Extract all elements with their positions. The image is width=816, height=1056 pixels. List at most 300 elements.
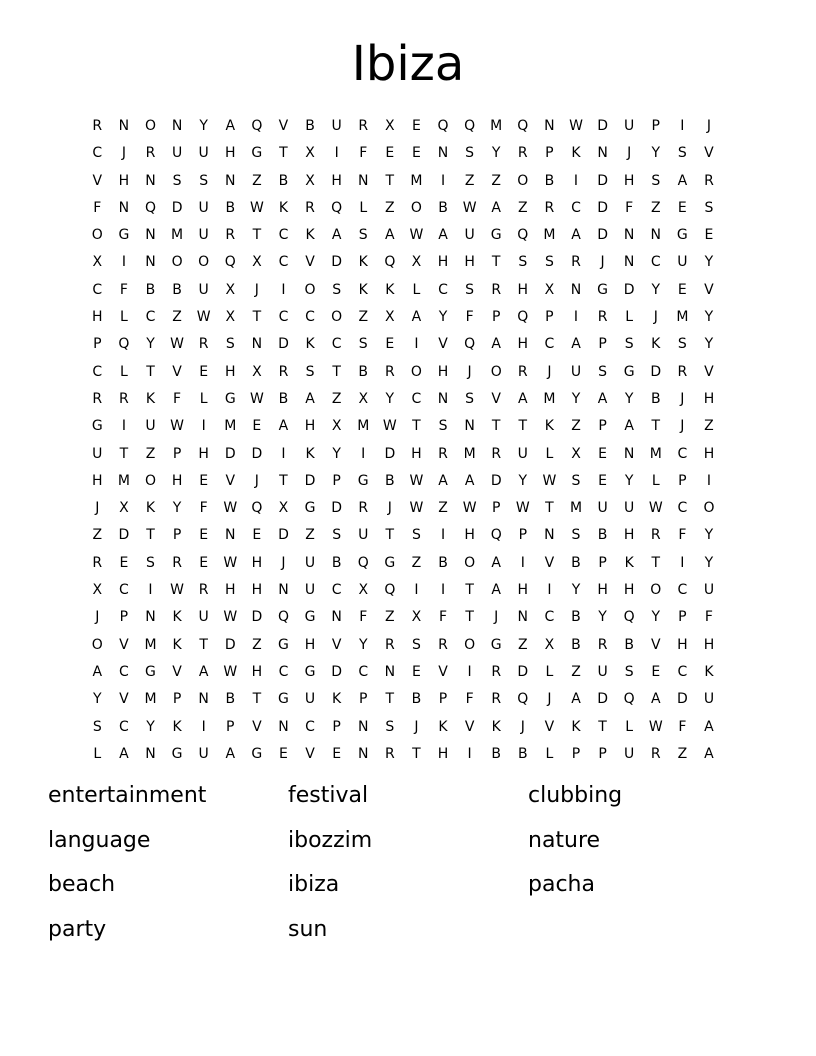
grid-letter: K: [172, 609, 182, 626]
grid-letter: L: [545, 663, 554, 680]
grid-letter: X: [225, 281, 236, 298]
grid-letter: R: [571, 254, 581, 271]
grid-letter: Y: [571, 390, 581, 407]
grid-letter: I: [680, 118, 685, 134]
grid-letter: N: [145, 609, 156, 626]
grid-letter: K: [491, 718, 501, 735]
grid-letter: N: [145, 254, 156, 271]
grid-letter: I: [573, 309, 579, 326]
grid-letter: T: [252, 691, 262, 708]
grid-letter: T: [252, 227, 262, 244]
grid-letter: N: [437, 145, 449, 162]
grid-letter: S: [358, 336, 368, 353]
grid-letter: S: [438, 418, 448, 435]
grid-letter: T: [491, 418, 501, 435]
grid-letter: Y: [358, 636, 368, 653]
grid-letter: A: [305, 390, 315, 407]
grid-letter: P: [226, 718, 235, 735]
grid-letter: X: [544, 281, 555, 298]
grid-letter: Q: [517, 691, 529, 708]
grid-letter: R: [358, 118, 369, 134]
grid-letter: C: [411, 390, 422, 407]
grid-letter: F: [704, 609, 713, 626]
grid-letter: A: [704, 745, 714, 762]
grid-letter: M: [171, 227, 184, 244]
grid-letter: U: [198, 227, 209, 244]
grid-letter: B: [358, 363, 369, 380]
grid-letter: J: [706, 118, 712, 134]
grid-letter: K: [278, 199, 289, 216]
grid-letter: M: [144, 636, 157, 653]
grid-letter: J: [467, 363, 472, 380]
grid-letter: S: [92, 718, 102, 735]
grid-letter: B: [517, 745, 528, 762]
grid-letter: N: [225, 172, 236, 189]
grid-letter: C: [92, 363, 103, 380]
grid-letter: S: [598, 363, 608, 380]
grid-letter: G: [91, 418, 103, 435]
grid-letter: T: [146, 363, 155, 380]
grid-letter: Z: [385, 609, 395, 626]
grid-letter: R: [384, 363, 395, 380]
grid-letter: A: [491, 554, 501, 571]
grid-letter: P: [172, 691, 182, 708]
grid-letter: N: [198, 691, 209, 708]
grid-letter: J: [254, 472, 259, 489]
grid-letter: T: [598, 718, 607, 735]
grid-letter: Z: [464, 172, 475, 189]
grid-letter: R: [198, 582, 209, 599]
grid-letter: B: [385, 472, 395, 489]
grid-letter: H: [464, 254, 475, 271]
grid-letter: S: [199, 172, 209, 189]
grid-letter: R: [597, 309, 608, 326]
grid-letter: K: [624, 554, 634, 571]
grid-letter: N: [118, 199, 130, 216]
grid-letter: B: [597, 527, 608, 544]
grid-letter: S: [465, 145, 475, 162]
grid-letter: F: [359, 145, 368, 162]
grid-letter: P: [119, 609, 129, 626]
grid-letter: T: [119, 445, 129, 462]
grid-letter: B: [544, 172, 555, 189]
grid-letter: X: [278, 500, 289, 517]
grid-letter: S: [677, 145, 687, 162]
grid-letter: B: [411, 691, 422, 708]
grid-letter: H: [251, 582, 263, 599]
grid-letter: Q: [517, 227, 529, 244]
grid-letter: A: [438, 472, 448, 489]
grid-letter: W: [170, 336, 184, 353]
grid-letter: O: [144, 472, 156, 489]
grid-letter: G: [278, 691, 289, 708]
grid-letter: I: [440, 527, 446, 544]
grid-letter: U: [464, 227, 475, 244]
grid-letter: H: [118, 172, 130, 189]
grid-letter: X: [331, 418, 342, 435]
grid-letter: R: [597, 636, 608, 653]
grid-letter: U: [198, 145, 209, 162]
grid-letter: L: [199, 390, 208, 407]
grid-letter: I: [706, 472, 712, 489]
grid-letter: H: [437, 363, 449, 380]
grid-letter: A: [491, 582, 501, 599]
grid-letter: F: [465, 309, 474, 326]
grid-letter: O: [410, 199, 422, 216]
grid-letter: H: [251, 663, 263, 680]
grid-letter: C: [677, 445, 688, 462]
grid-letter: M: [569, 500, 583, 517]
grid-letter: O: [171, 254, 183, 271]
grid-letter: D: [251, 609, 263, 626]
grid-letter: P: [678, 609, 687, 626]
grid-letter: I: [361, 445, 366, 462]
grid-letter: C: [305, 718, 315, 735]
grid-letter: Z: [252, 636, 262, 653]
grid-letter: R: [305, 199, 315, 216]
grid-letter: P: [93, 336, 102, 353]
grid-letter: O: [650, 582, 662, 599]
grid-letter: V: [544, 554, 555, 571]
grid-letter: K: [145, 390, 156, 407]
grid-letter: Y: [651, 281, 661, 298]
grid-letter: E: [199, 527, 209, 544]
grid-letter: Z: [358, 309, 369, 326]
grid-letter: V: [331, 636, 342, 653]
grid-letter: T: [545, 500, 554, 517]
grid-letter: P: [598, 418, 607, 435]
grid-letter: Y: [571, 582, 581, 599]
grid-letter: W: [648, 718, 663, 735]
grid-letter: V: [491, 390, 501, 407]
grid-letter: M: [649, 445, 662, 462]
grid-letter: L: [545, 445, 554, 462]
grid-letter: A: [464, 472, 475, 489]
grid-letter: M: [144, 691, 157, 708]
grid-letter: Q: [384, 582, 396, 599]
grid-letter: A: [518, 390, 528, 407]
grid-letter: Y: [704, 527, 714, 544]
grid-letter: E: [252, 527, 262, 544]
grid-letter: J: [281, 554, 286, 571]
grid-letter: G: [490, 636, 502, 653]
grid-letter: V: [119, 636, 129, 653]
grid-letter: L: [651, 472, 660, 489]
grid-letter: B: [225, 199, 236, 216]
grid-letter: N: [623, 445, 635, 462]
grid-letter: D: [597, 691, 608, 708]
grid-letter: O: [464, 554, 476, 571]
grid-letter: P: [491, 500, 501, 517]
grid-letter: L: [119, 309, 128, 326]
word-list-item: pacha: [528, 872, 595, 897]
grid-letter: P: [332, 718, 341, 735]
grid-letter: T: [412, 745, 421, 762]
grid-letter: C: [358, 663, 369, 680]
grid-letter: S: [624, 663, 634, 680]
grid-letter: U: [624, 118, 635, 134]
grid-letter: Z: [172, 309, 182, 326]
grid-letter: A: [571, 691, 581, 708]
grid-letter: B: [571, 554, 581, 571]
grid-letter: E: [385, 145, 395, 162]
grid-letter: K: [172, 636, 182, 653]
grid-letter: T: [465, 582, 474, 599]
grid-letter: C: [305, 309, 315, 326]
grid-letter: X: [252, 254, 262, 271]
grid-letter: R: [704, 172, 714, 189]
grid-letter: Z: [650, 199, 661, 216]
grid-letter: G: [224, 390, 236, 407]
grid-letter: C: [92, 281, 103, 298]
grid-letter: M: [490, 118, 503, 134]
grid-letter: Z: [331, 390, 342, 407]
grid-letter: Z: [677, 745, 688, 762]
grid-letter: E: [677, 199, 687, 216]
grid-letter: W: [223, 609, 238, 626]
grid-letter: B: [278, 172, 289, 189]
grid-letter: B: [305, 118, 315, 134]
grid-letter: C: [677, 500, 688, 517]
grid-letter: U: [198, 199, 209, 216]
grid-letter: S: [332, 281, 342, 298]
grid-letter: C: [278, 309, 289, 326]
grid-letter: D: [650, 363, 662, 380]
grid-letter: K: [172, 718, 182, 735]
grid-letter: J: [414, 718, 419, 735]
grid-letter: U: [570, 363, 582, 380]
word-list-item: beach: [48, 872, 116, 897]
grid-letter: R: [384, 745, 395, 762]
grid-letter: U: [331, 118, 342, 134]
grid-letter: K: [305, 445, 315, 462]
grid-letter: I: [573, 172, 579, 189]
grid-letter: X: [358, 390, 369, 407]
grid-letter: W: [249, 390, 264, 407]
grid-letter: Z: [411, 554, 422, 571]
grid-letter: V: [704, 145, 714, 162]
grid-letter: D: [331, 254, 343, 271]
grid-letter: Q: [384, 254, 396, 271]
grid-letter: H: [198, 445, 209, 462]
grid-letter: S: [305, 363, 315, 380]
grid-letter: B: [172, 281, 182, 298]
grid-letter: S: [172, 172, 182, 189]
grid-letter: V: [438, 336, 448, 353]
grid-letter: Q: [118, 336, 130, 353]
grid-letter: Q: [623, 691, 635, 708]
grid-letter: Q: [623, 609, 635, 626]
grid-letter: J: [254, 281, 259, 298]
grid-letter: N: [464, 418, 475, 435]
grid-letter: A: [225, 118, 236, 134]
grid-letter: Z: [518, 636, 528, 653]
grid-letter: H: [517, 336, 529, 353]
grid-letter: U: [358, 527, 369, 544]
grid-letter: U: [304, 554, 316, 571]
word-list-item: ibozzim: [288, 827, 373, 853]
grid-letter: W: [462, 500, 477, 517]
word-list-item: language: [48, 827, 151, 853]
grid-letter: W: [170, 582, 184, 599]
grid-letter: O: [331, 309, 343, 326]
grid-letter: Z: [145, 445, 156, 462]
grid-letter: A: [331, 227, 342, 244]
grid-letter: X: [411, 609, 422, 626]
grid-letter: Z: [385, 199, 395, 216]
grid-letter: J: [547, 363, 552, 380]
grid-letter: R: [491, 663, 502, 680]
grid-letter: E: [332, 745, 342, 762]
word-list-item: clubbing: [528, 783, 623, 808]
grid-letter: R: [198, 336, 209, 353]
grid-letter: G: [118, 227, 130, 244]
grid-letter: T: [279, 472, 288, 489]
grid-letter: C: [650, 254, 661, 271]
grid-letter: S: [651, 172, 661, 189]
grid-letter: G: [251, 745, 263, 762]
grid-letter: C: [331, 582, 342, 599]
grid-letter: B: [491, 745, 501, 762]
grid-letter: M: [410, 172, 423, 189]
grid-letter: C: [571, 199, 581, 216]
grid-letter: H: [623, 172, 635, 189]
grid-letter: W: [223, 663, 238, 680]
grid-letter: H: [517, 582, 529, 599]
grid-letter: V: [92, 172, 103, 189]
grid-letter: P: [172, 527, 182, 544]
grid-letter: F: [199, 500, 208, 517]
word-list-item: ibiza: [288, 872, 340, 897]
grid-letter: J: [520, 718, 525, 735]
grid-letter: G: [251, 145, 263, 162]
word-list: [48, 778, 768, 956]
grid-letter: D: [597, 118, 608, 134]
grid-letter: G: [597, 281, 608, 298]
grid-letter: D: [384, 445, 396, 462]
grid-letter: N: [171, 118, 183, 134]
grid-letter: R: [491, 281, 502, 298]
grid-letter: L: [119, 363, 128, 380]
grid-letter: Y: [518, 472, 528, 489]
grid-letter: R: [225, 227, 236, 244]
grid-letter: Y: [146, 336, 155, 353]
grid-letter: H: [597, 582, 608, 599]
grid-letter: X: [119, 500, 129, 517]
grid-letter: L: [93, 745, 102, 762]
grid-letter: D: [331, 663, 343, 680]
grid-letter: O: [703, 500, 715, 517]
grid-letter: J: [494, 609, 499, 626]
grid-letter: U: [304, 691, 316, 708]
grid-letter: J: [653, 309, 658, 326]
grid-letter: E: [411, 145, 421, 162]
grid-letter: T: [518, 418, 528, 435]
grid-letter: W: [249, 199, 264, 216]
grid-letter: X: [544, 636, 555, 653]
grid-letter: N: [384, 663, 396, 680]
grid-letter: L: [625, 309, 634, 326]
grid-letter: N: [145, 745, 156, 762]
grid-letter: O: [91, 227, 103, 244]
grid-letter: R: [517, 363, 528, 380]
grid-letter: N: [570, 281, 582, 298]
grid-letter: H: [251, 554, 263, 571]
grid-letter: D: [171, 199, 183, 216]
grid-letter: J: [121, 145, 126, 162]
grid-letter: H: [92, 472, 103, 489]
grid-letter: K: [571, 145, 581, 162]
grid-letter: M: [117, 472, 130, 489]
grid-letter: N: [544, 118, 555, 134]
grid-letter: Z: [518, 199, 528, 216]
grid-letter: T: [491, 254, 501, 271]
word-list-item: sun: [288, 916, 328, 942]
grid-letter: B: [571, 609, 581, 626]
grid-letter: Q: [144, 199, 156, 216]
grid-letter: U: [703, 691, 715, 708]
grid-letter: C: [119, 663, 129, 680]
word-list-item: entertainment: [48, 783, 207, 808]
grid-letter: Y: [332, 445, 341, 462]
grid-letter: L: [625, 718, 634, 735]
grid-letter: H: [437, 745, 449, 762]
grid-letter: T: [651, 554, 661, 571]
grid-letter: Y: [199, 118, 208, 134]
grid-letter: X: [92, 582, 103, 599]
grid-letter: M: [357, 418, 370, 435]
grid-letter: Y: [651, 145, 661, 162]
grid-letter: G: [145, 663, 156, 680]
grid-letter: V: [305, 254, 315, 271]
grid-letter: W: [196, 309, 211, 326]
grid-letter: P: [491, 309, 501, 326]
grid-letter: U: [624, 500, 635, 517]
grid-letter: M: [224, 418, 237, 435]
grid-letter: B: [438, 554, 448, 571]
grid-letter: X: [358, 582, 369, 599]
grid-letter: D: [278, 527, 289, 544]
letter-grid: [84, 113, 722, 768]
grid-letter: Q: [464, 336, 476, 353]
grid-letter: X: [385, 309, 395, 326]
grid-letter: D: [623, 281, 635, 298]
grid-letter: H: [411, 445, 422, 462]
grid-letter: X: [92, 254, 103, 271]
grid-letter: C: [278, 254, 289, 271]
grid-letter: Y: [704, 554, 714, 571]
grid-letter: C: [92, 145, 103, 162]
grid-letter: S: [146, 554, 155, 571]
grid-letter: X: [252, 363, 262, 380]
grid-letter: O: [490, 363, 502, 380]
grid-letter: I: [281, 445, 286, 462]
grid-letter: D: [278, 336, 289, 353]
grid-letter: L: [359, 199, 368, 216]
grid-letter: E: [598, 472, 607, 489]
grid-letter: O: [144, 118, 156, 134]
grid-letter: R: [650, 527, 661, 544]
page-title: Ibiza: [351, 36, 465, 92]
grid-letter: N: [331, 609, 342, 626]
grid-letter: F: [173, 390, 182, 407]
grid-letter: E: [598, 445, 607, 462]
grid-letter: F: [438, 609, 448, 626]
grid-letter: E: [199, 554, 209, 571]
grid-letter: L: [412, 281, 421, 298]
grid-letter: N: [650, 227, 661, 244]
grid-letter: H: [225, 582, 236, 599]
